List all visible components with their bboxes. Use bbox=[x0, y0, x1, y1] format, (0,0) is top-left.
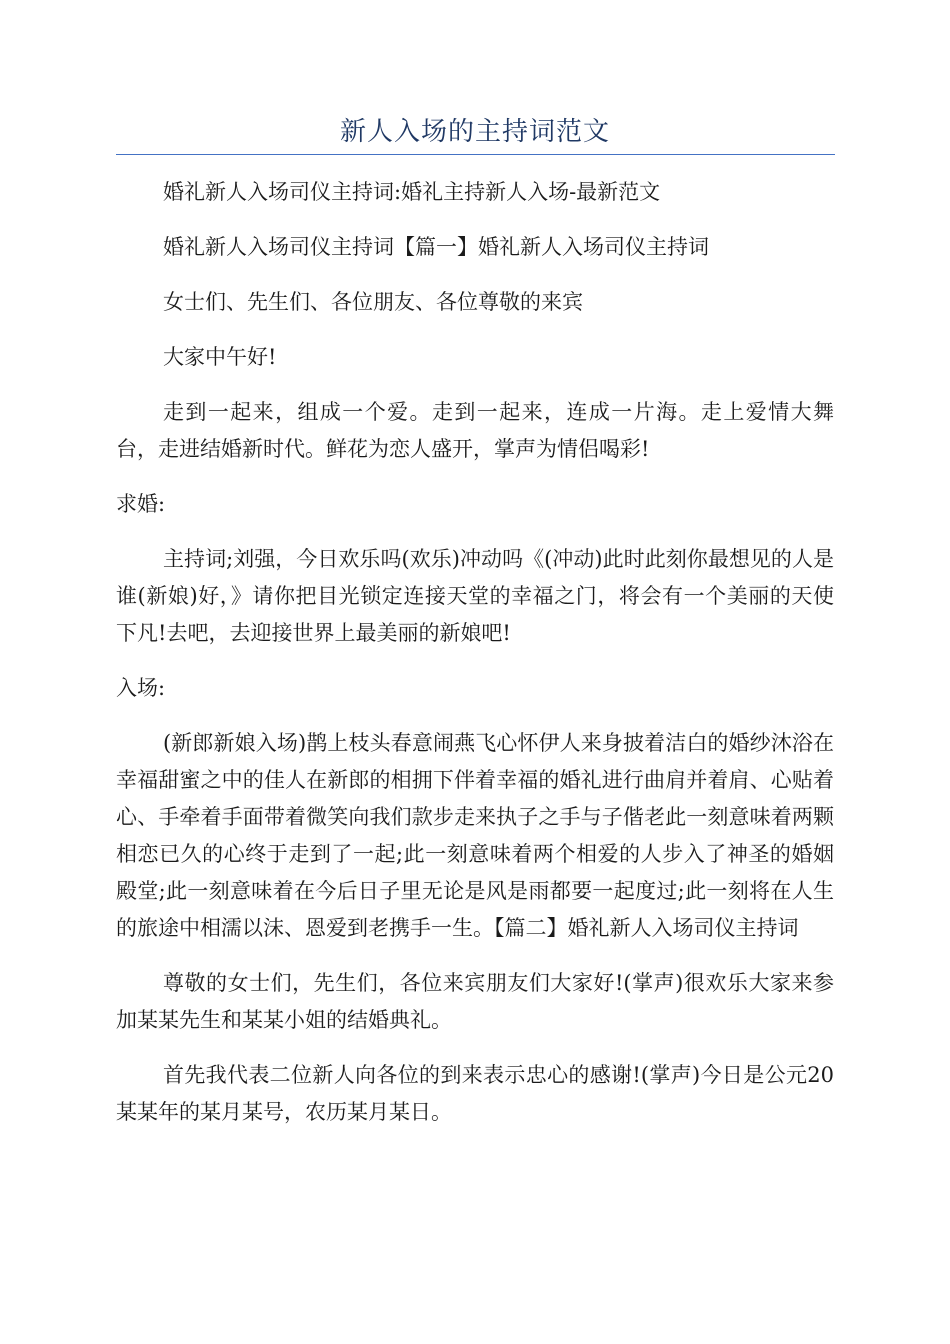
paragraph-proposal-text: 主持词;刘强，今日欢乐吗(欢乐)冲动吗《(冲动)此时此刻你最想见的人是谁(新娘)好，》请你把目光锁定连接天堂的幸福之门，将会有一个美丽的天使下凡!去吧，去迎接世界上最美丽的新娘吧! bbox=[116, 547, 834, 645]
paragraph-entrance-text: (新郎新娘入场)鹊上枝头春意闹燕飞心怀伊人来身披着洁白的婚纱沐浴在幸福甜蜜之中的佳人在新郎的相拥下伴着幸福的婚礼进行曲肩并着肩、心贴着心、手牵着手面带着微笑向我们款步走来执子之手与子偕老此一刻意味着两颗相恋已久的心终于走到了一起;此一刻意味着两个相爱的人步入了神圣的婚姻殿堂;此一刻意味着在今后日子里无论是风是雨都要一起度过;此一刻将在人生的旅途中相濡以沫、恩爱到老携手一生。【篇二】婚礼新人入场司仪主持词 bbox=[116, 731, 834, 940]
paragraph-entrance-label: 入场: bbox=[116, 676, 166, 700]
paragraph-greeting-guests: 女士们、先生们、各位朋友、各位尊敬的来宾 bbox=[163, 290, 583, 314]
title-underline bbox=[116, 154, 835, 155]
paragraph-intro-heading: 婚礼新人入场司仪主持词:婚礼主持新人入场-最新范文 bbox=[163, 180, 661, 204]
document-body bbox=[116, 174, 834, 1131]
paragraph-section-one-heading: 婚礼新人入场司仪主持词【篇一】婚礼新人入场司仪主持词 bbox=[163, 235, 709, 259]
paragraph-opening-verse: 走到一起来，组成一个爱。走到一起来，连成一片海。走上爱情大舞台，走进结婚新时代。鲜花为恋人盛开，掌声为情侣喝彩! bbox=[116, 400, 834, 461]
page-title: 新人入场的主持词范文 bbox=[339, 117, 610, 147]
paragraph-welcome-guests: 尊敬的女士们，先生们，各位来宾朋友们大家好!(掌声)很欢乐大家来参加某某先生和某某小姐的结婚典礼。 bbox=[116, 971, 834, 1032]
paragraph-thanks-date: 首先我代表二位新人向各位的到来表示忠心的感谢!(掌声)今日是公元20某某年的某月某号，农历某月某日。 bbox=[116, 1063, 834, 1124]
paragraph-proposal-label: 求婚: bbox=[116, 492, 166, 516]
paragraph-good-afternoon: 大家中午好! bbox=[163, 345, 277, 369]
